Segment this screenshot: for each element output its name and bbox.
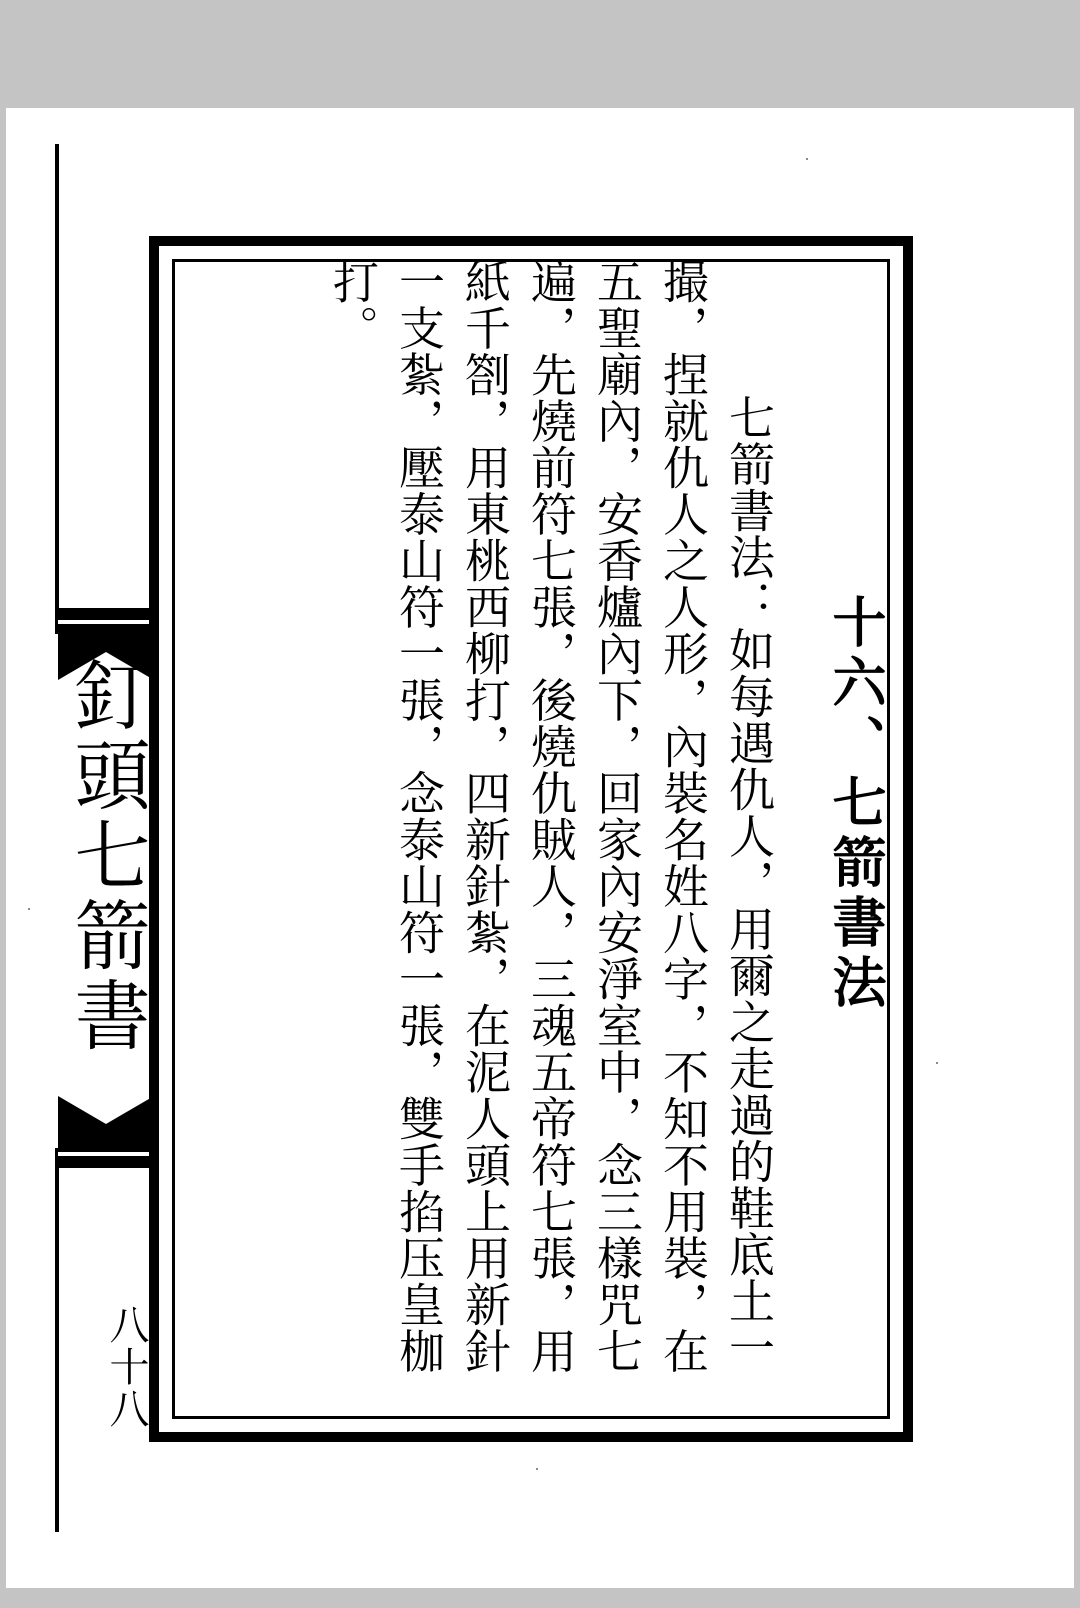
print-speck <box>936 1062 938 1064</box>
scanned-page <box>6 108 1074 1588</box>
margin-rule-top <box>55 144 59 634</box>
print-speck <box>28 908 30 910</box>
margin-rule-bottom <box>55 1148 59 1532</box>
title-cartouche <box>58 608 154 1168</box>
page-number: 八十八 <box>103 1304 149 1430</box>
section-heading: 十六、七箭書法 <box>824 594 888 1014</box>
book-title: 釘頭七箭書 <box>62 656 151 1056</box>
body-text: 七箭書法：如每遇仇人，用爾之走過的鞋底土一撮，捏就仇人之人形，內裝名姓八字，不知不用裝，在五聖廟內，安香爐內下，回家內安淨室中，念三樣咒七遍，先燒前符七張，後燒仇賊人，三魂五帝符七張，用紙千劄，用東桃西柳打，四新針紮，在泥人頭上用新針一支紮，壓泰山符一張，念泰山符一張，雙手掐压皇枷打。 <box>326 258 776 1374</box>
text-area <box>160 258 900 1408</box>
print-speck <box>806 158 808 160</box>
print-speck <box>536 1468 538 1470</box>
